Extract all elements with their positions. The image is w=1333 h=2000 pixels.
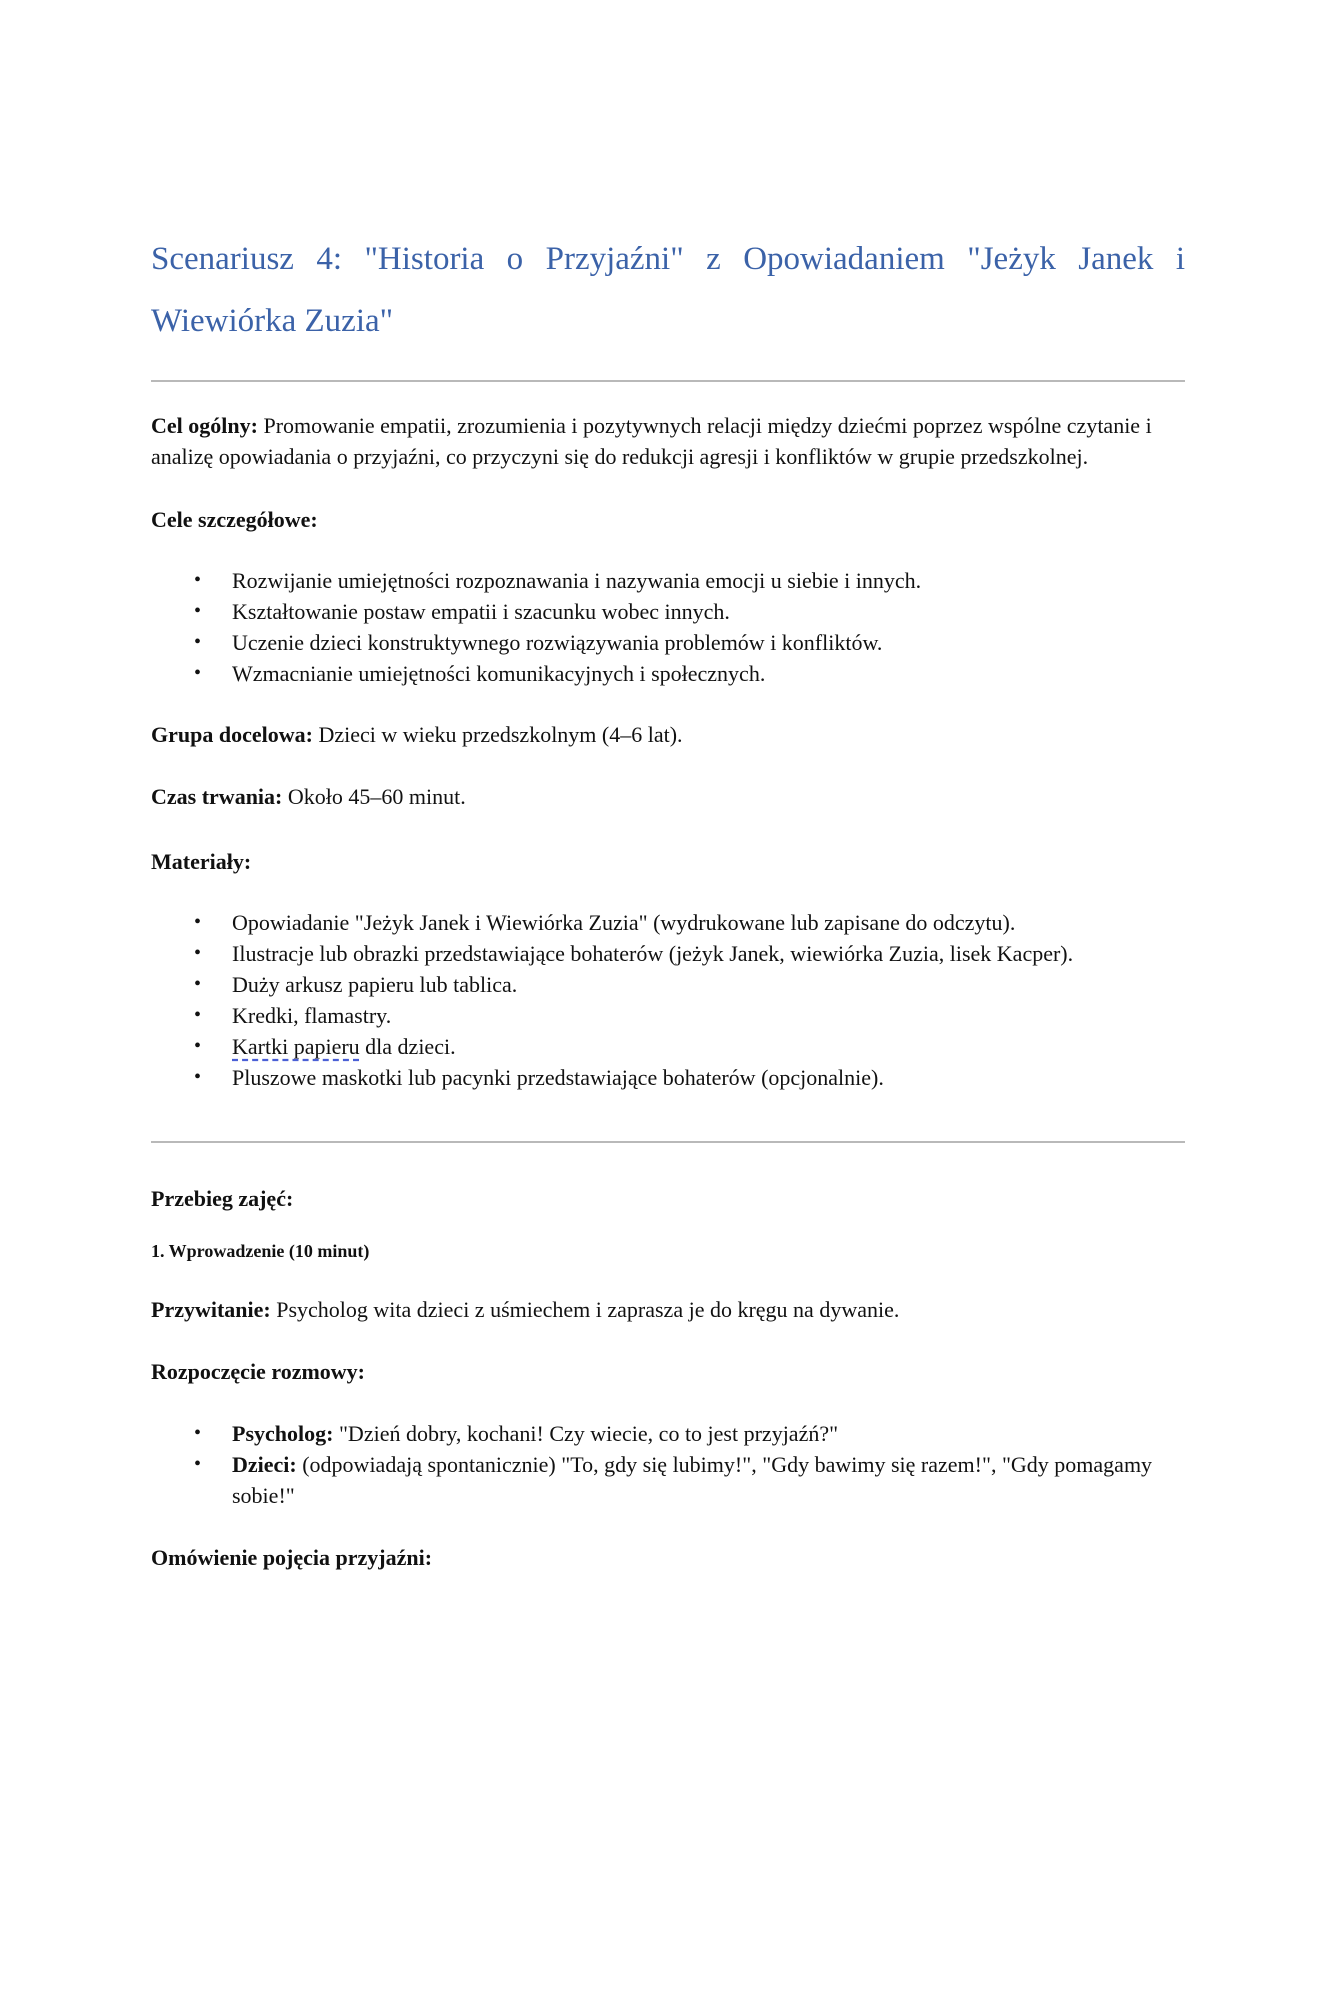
bullet-icon: • (194, 1453, 202, 1475)
spellcheck-underlined-text[interactable]: Kartki papieru (232, 1034, 360, 1059)
list-item: • Duży arkusz papieru lub tablica. (232, 969, 1185, 1000)
list-item: • Ilustracje lub obrazki przedstawiające bohaterów (jeżyk Janek, wiewiórka Zuzia, lisek Kacper). (232, 938, 1185, 969)
list-item: • Kształtowanie postaw empatii i szacunku wobec innych. (232, 596, 1185, 627)
czas-trwania-text: Około 45–60 minut. (282, 784, 466, 809)
list-item: • Wzmacnianie umiejętności komunikacyjnych i społecznych. (232, 658, 1185, 689)
bullet-icon: • (194, 600, 202, 622)
cel-ogolny-text: Promowanie empatii, zrozumienia i pozytywnych relacji między dziećmi poprzez wspólne czytanie i analizę opowiadania o przyjaźni, co przyczyni się do redukcji agresji i konfliktów w grupie przedszkolnej. (151, 413, 1152, 469)
cele-szczegolowe-heading: Cele szczegółowe: (151, 507, 318, 532)
przebieg-heading: Przebieg zajęć: (151, 1186, 294, 1211)
document-page (151, 228, 1185, 1573)
document-title: Scenariusz 4: "Historia o Przyjaźni" z Opowiadaniem "Jeżyk Janek i Wiewiórka Zuzia" (151, 241, 1185, 339)
list-item: • Kartki papieru dla dzieci. (232, 1031, 1185, 1062)
rozpoczecie-heading: Rozpoczęcie rozmowy: (151, 1359, 365, 1384)
czas-trwania-paragraph (151, 781, 1185, 812)
przywitanie-label: Przywitanie: (151, 1297, 271, 1322)
speaker-label: Psycholog: (232, 1421, 334, 1446)
bullet-icon: • (194, 1422, 202, 1444)
bullet-icon: • (194, 973, 202, 995)
list-item: • Psycholog: "Dzień dobry, kochani! Czy wiecie, co to jest przyjaźń?" (232, 1418, 1185, 1449)
bullet-icon: • (194, 1066, 202, 1088)
section-1-heading: 1. Wprowadzenie (10 minut) (151, 1241, 370, 1261)
czas-trwania-label: Czas trwania: (151, 784, 283, 809)
list-item: • Kredki, flamastry. (232, 1000, 1185, 1031)
przywitanie-paragraph (151, 1294, 1185, 1325)
cel-ogolny-label: Cel ogólny: (151, 413, 258, 438)
list-item: • Dzieci: (odpowiadają spontanicznie) "To, gdy się lubimy!", "Gdy bawimy się razem!", "Gdy pomagamy sobie!" (232, 1449, 1185, 1511)
list-item: • Uczenie dzieci konstruktywnego rozwiązywania problemów i konfliktów. (232, 627, 1185, 658)
list-item: • Rozwijanie umiejętności rozpoznawania i nazywania emocji u siebie i innych. (232, 565, 1185, 596)
grupa-docelowa-label: Grupa docelowa: (151, 722, 313, 747)
bullet-icon: • (194, 569, 202, 591)
speaker-label: Dzieci: (232, 1452, 297, 1477)
cele-szczegolowe-list (151, 565, 1185, 689)
materialy-list (151, 907, 1185, 1093)
list-item: • Pluszowe maskotki lub pacynki przedstawiające bohaterów (opcjonalnie). (232, 1062, 1185, 1093)
grupa-docelowa-paragraph (151, 719, 1185, 750)
bullet-icon: • (194, 1035, 202, 1057)
horizontal-rule (151, 380, 1185, 382)
cel-ogolny-paragraph (151, 410, 1185, 472)
list-item: • Opowiadanie "Jeżyk Janek i Wiewiórka Zuzia" (wydrukowane lub zapisane do odczytu). (232, 907, 1185, 938)
przywitanie-text: Psycholog wita dzieci z uśmiechem i zaprasza je do kręgu na dywanie. (270, 1297, 900, 1322)
bullet-icon: • (194, 631, 202, 653)
dialog-list (151, 1418, 1185, 1511)
materialy-heading: Materiały: (151, 849, 252, 874)
grupa-docelowa-text: Dzieci w wieku przedszkolnym (4–6 lat). (312, 722, 683, 747)
bullet-icon: • (194, 911, 202, 933)
horizontal-rule (151, 1141, 1185, 1143)
bullet-icon: • (194, 942, 202, 964)
bullet-icon: • (194, 662, 202, 684)
omowienie-heading: Omówienie pojęcia przyjaźni: (151, 1545, 433, 1570)
bullet-icon: • (194, 1004, 202, 1026)
